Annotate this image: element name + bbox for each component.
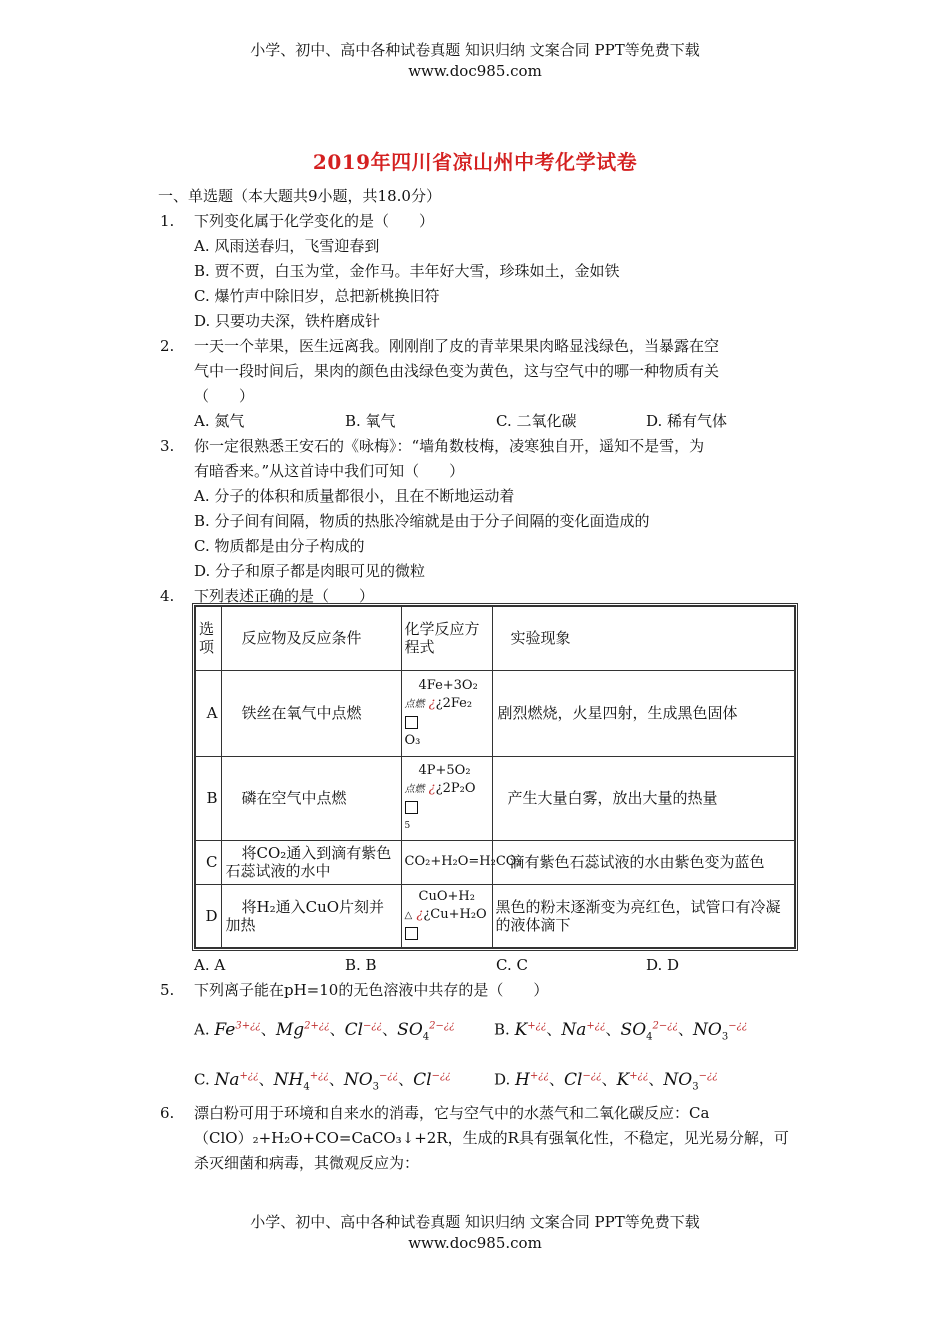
- ion: $SO_4^{2-¿¿}$: [620, 1019, 678, 1043]
- q3-option-b: B. 分子间有间隔，物质的热胀冷缩就是由于分子间隔的变化面造成的: [194, 512, 650, 530]
- eq-condition: 点燃: [404, 698, 425, 710]
- row-equation: [401, 884, 492, 948]
- header-reactants: 反应物及反应条件: [221, 606, 401, 670]
- q5-option-a: A. $Fe^{3+¿¿}$、$Mg^{2+¿¿}$、Cl−¿¿、$SO_4^{2-¿¿}$: [194, 1019, 455, 1043]
- header-text: 小学、初中、高中各种试卷真题 知识归纳 文案合同 PPT等免费下载: [250, 41, 700, 59]
- q1-stem: 下列变化属于化学变化的是（ ）: [194, 212, 435, 230]
- q1-option-b: B. 贾不贾，白玉为堂，金作马。丰年好大雪，珍珠如土，金如铁: [194, 262, 620, 280]
- ion: K+¿¿: [616, 1069, 649, 1090]
- table-header-row: [195, 606, 795, 670]
- q2-number: 2.: [160, 337, 175, 355]
- row-option: A: [195, 670, 221, 756]
- q2-option-d: D. 稀有气体: [646, 412, 728, 430]
- q5-stem: 下列离子能在pH=10的无色溶液中共存的是（ ）: [194, 981, 549, 999]
- row-option: D: [195, 884, 221, 948]
- row-observation: 产生大量白雾，放出大量的热量: [492, 756, 795, 840]
- table-row: [195, 884, 795, 948]
- ion: Cl−¿¿: [413, 1069, 451, 1090]
- footer-text: 小学、初中、高中各种试卷真题 知识归纳 文案合同 PPT等免费下载: [250, 1213, 700, 1231]
- eq-glyph: ¿: [428, 695, 436, 711]
- q1-option-c: C. 爆竹声中除旧岁，总把新桃换旧符: [194, 287, 440, 305]
- eq-products: ¿2P₂O: [435, 780, 476, 796]
- q2-option-a: A. 氮气: [194, 412, 245, 430]
- section-heading: 一、单选题（本大题共9小题，共18.0分）: [158, 187, 441, 205]
- row-observation: 滴有紫色石蕊试液的水由紫色变为蓝色: [492, 840, 795, 884]
- q6-stem-line1: 漂白粉可用于环境和自来水的消毒，它与空气中的水蒸气和二氧化碳反应：Ca: [194, 1104, 710, 1122]
- q4-option-a: A. A: [194, 956, 226, 974]
- header-observation: 实验现象: [492, 606, 795, 670]
- row-option: B: [195, 756, 221, 840]
- header-equation: 化学反应方程式: [401, 606, 492, 670]
- row-equation: [401, 670, 492, 756]
- q2-option-c: C. 二氧化碳: [496, 412, 577, 430]
- q4-option-b: B. B: [345, 956, 377, 974]
- eq-condition: 点燃: [404, 783, 425, 795]
- q1-option-d: D. 只要功夫深，铁杵磨成针: [194, 312, 381, 330]
- row-condition: 将CO₂通入到滴有紫色石蕊试液的水中: [221, 840, 401, 884]
- q2-stem-line3: （ ）: [194, 387, 255, 405]
- eq-glyph: ¿: [416, 907, 424, 923]
- eq-tail: O₃: [404, 732, 421, 748]
- q4-option-c: C. C: [496, 956, 528, 974]
- ion: Cl−¿¿: [344, 1019, 383, 1040]
- q4-option-d: D. D: [646, 956, 680, 974]
- q5-option-b: B. K+¿¿、Na+¿¿、$SO_4^{2-¿¿}$、$NO_3^{-¿¿}$: [494, 1019, 748, 1043]
- row-observation: 黑色的粉末逐渐变为亮红色，试管口有冷凝的液体滴下: [492, 884, 795, 948]
- eq-condition: △: [404, 910, 413, 922]
- q3-option-c: C. 物质都是由分子构成的: [194, 537, 365, 555]
- q3-stem-line2: 有暗香来。”从这首诗中我们可知（ ）: [194, 462, 465, 480]
- ion: $SO_4^{2-¿¿}$: [397, 1019, 455, 1043]
- table-row: [195, 840, 795, 884]
- row-equation: CO₂+H₂O=H₂CO₃: [401, 840, 492, 884]
- q6-stem-line3: 杀灭细菌和病毒，其微观反应为：: [194, 1154, 420, 1172]
- missing-glyph-box: [405, 716, 418, 729]
- q2-stem-line2: 气中一段时间后，果肉的颜色由浅绿色变为黄色，这与空气中的哪一种物质有关: [194, 362, 720, 380]
- ion: $NO_3^{-¿¿}$: [343, 1069, 399, 1093]
- q3-option-d: D. 分子和原子都是肉眼可见的微粒: [194, 562, 426, 580]
- eq-tail: 5: [404, 820, 411, 831]
- ion: $Mg^{2+¿¿}$: [275, 1019, 330, 1040]
- ion: $Fe^{3+¿¿}$: [214, 1019, 261, 1040]
- option-label: B.: [494, 1020, 510, 1039]
- q3-number: 3.: [160, 437, 175, 455]
- q1-number: 1.: [160, 212, 175, 230]
- row-equation: [401, 756, 492, 840]
- ion: $NO_3^{-¿¿}$: [693, 1019, 748, 1043]
- missing-glyph-box: [405, 927, 418, 940]
- q3-option-a: A. 分子的体积和质量都很小，且在不断地运动着: [194, 487, 515, 505]
- eq-products: ¿Cu+H₂O: [423, 907, 487, 923]
- option-label: C.: [194, 1070, 210, 1089]
- ion: Cl−¿¿: [564, 1069, 602, 1090]
- ion: Na+¿¿: [561, 1019, 606, 1040]
- row-condition: 铁丝在氧气中点燃: [221, 670, 401, 756]
- row-option: C: [195, 840, 221, 884]
- q4-stem: 下列表述正确的是（ ）: [194, 587, 375, 605]
- row-condition: 将H₂通入CuO片刻并加热: [221, 884, 401, 948]
- q1-option-a: A. 风雨送春归，飞雪迎春到: [194, 237, 380, 255]
- eq-reactants: 4P+5O₂: [418, 762, 471, 778]
- eq-reactants: CuO+H₂: [418, 889, 475, 905]
- eq-products: ¿2Fe₂: [435, 695, 473, 711]
- footer-url: www.doc985.com: [408, 1234, 542, 1252]
- page-title: 2019年四川省凉山州中考化学试卷: [312, 150, 638, 174]
- q6-number: 6.: [160, 1104, 175, 1122]
- ion: K+¿¿: [514, 1019, 547, 1040]
- row-condition: 磷在空气中点燃: [221, 756, 401, 840]
- table-row: [195, 670, 795, 756]
- ion: $NO_3^{-¿¿}$: [663, 1069, 718, 1093]
- q5-option-c: C. Na+¿¿、$NH_4^{+¿¿}$、$NO_3^{-¿¿}$、Cl−¿¿: [194, 1069, 451, 1093]
- q4-number: 4.: [160, 587, 175, 605]
- q5-number: 5.: [160, 981, 175, 999]
- option-label: A.: [194, 1020, 210, 1039]
- q2-stem-line1: 一天一个苹果，医生远离我。刚刚削了皮的青苹果果肉略显浅绿色，当暴露在空: [194, 337, 720, 355]
- row-observation: 剧烈燃烧，火星四射，生成黑色固体: [492, 670, 795, 756]
- eq-glyph: ¿: [428, 780, 436, 796]
- q5-option-d: D. H+¿¿、Cl−¿¿、K+¿¿、$NO_3^{-¿¿}$: [494, 1069, 718, 1093]
- missing-glyph-box: [405, 801, 418, 814]
- eq-reactants: 4Fe+3O₂: [418, 677, 478, 693]
- q6-stem-line2: （ClO）₂+H₂O+CO=CaCO₃↓+2R，生成的R具有强氧化性，不稳定，见光易分解，可: [194, 1129, 789, 1147]
- ion: Na+¿¿: [214, 1069, 259, 1090]
- header-option: 选项: [195, 606, 221, 670]
- ion: $NH_4^{+¿¿}$: [273, 1069, 329, 1093]
- q3-stem-line1: 你一定很熟悉王安石的《咏梅》：“墙角数枝梅，凌寒独自开，遥知不是雪，为: [194, 437, 705, 455]
- option-label: D.: [494, 1070, 511, 1089]
- header-url: www.doc985.com: [408, 62, 542, 80]
- q4-table: [194, 605, 796, 949]
- table-row: [195, 756, 795, 840]
- ion: H+¿¿: [515, 1069, 549, 1090]
- q2-option-b: B. 氧气: [345, 412, 396, 430]
